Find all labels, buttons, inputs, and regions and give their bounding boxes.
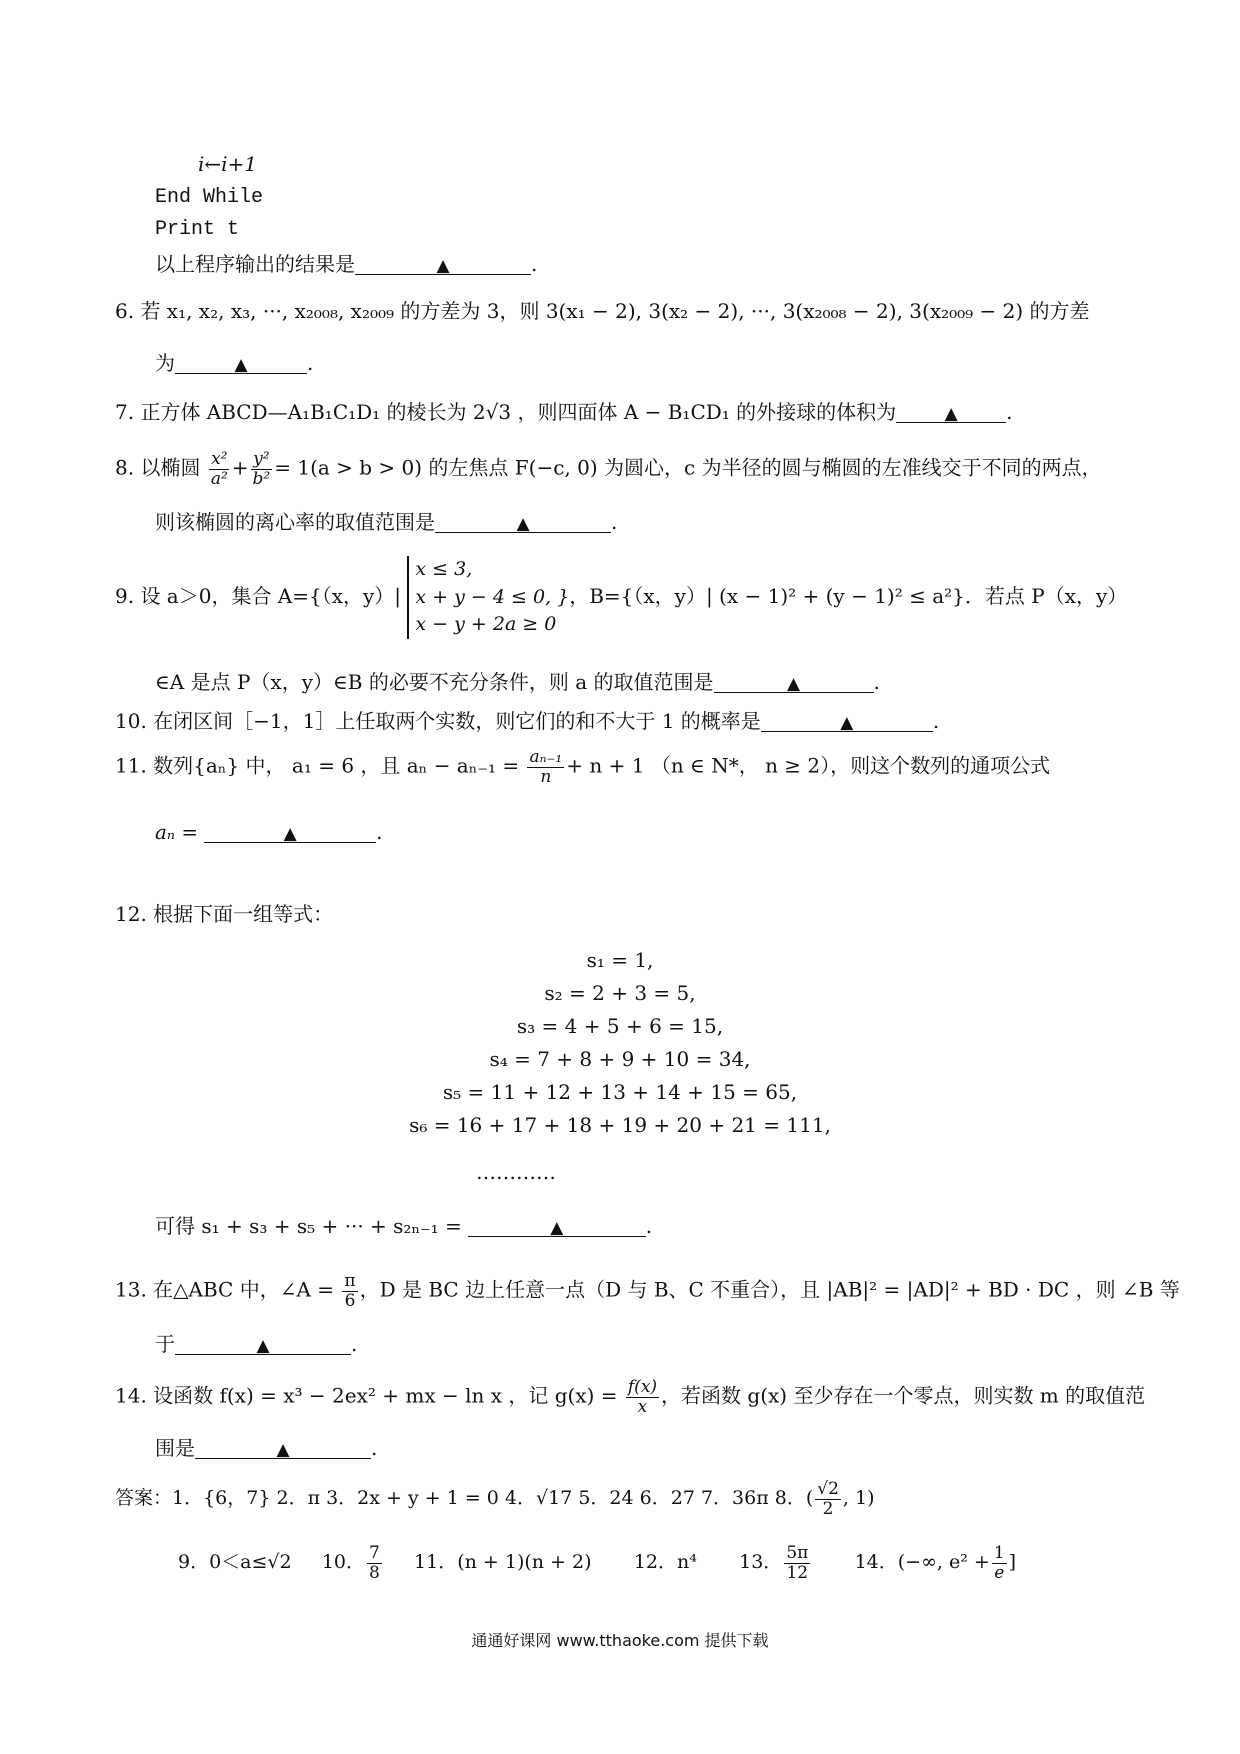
- question-12-cont: 可得 s₁ + s₃ + s₅ + ··· + s₂ₙ₋₁ = ▲ .: [155, 1214, 653, 1238]
- fraction: $\frac{\pi}{6}$: [344, 1271, 356, 1311]
- question-10: 10. 在闭区间［−1，1］上任取两个实数，则它们的和不大于 1 的概率是 ▲ .: [115, 709, 940, 733]
- answer-blank[interactable]: ▲: [175, 351, 307, 374]
- answer-blank[interactable]: ▲: [204, 820, 376, 843]
- question-14: 14. 设函数 f(x) = x³ − 2ex² + mx − ln x ，记 g(x) = $\frac{f(x)}{x}$ ，若函数 g(x) 至少存在一个零点，则实数 m 的取值范: [115, 1377, 1146, 1417]
- question-13-cont: 于 ▲ .: [155, 1332, 358, 1356]
- question-7: 7. 正方体 ABCD—A₁B₁C₁D₁ 的棱长为 2√3 ，则四面体 A − B₁CD₁ 的外接球的体积为 ▲ .: [115, 400, 1013, 424]
- fraction: $\frac{√2}{2}$: [817, 1479, 839, 1519]
- answer-blank[interactable]: ▲: [714, 670, 874, 693]
- question-8: 8. 以椭圆 $\frac{\text{x²}}{\text{a²}}$ + $\frac{\text{y²}}{\text{b²}}$ = 1(a > b > 0) 的左焦点 F(−c, 0) 为圆心，c 为半径的圆与椭圆的左准线交于不同的两点，: [115, 449, 1102, 489]
- program-output-question: 以上程序输出的结果是 ▲ .: [155, 252, 538, 276]
- answer-blank[interactable]: ▲: [761, 709, 933, 732]
- inequality-system: x ≤ 3, x + y − 4 ≤ 0, } x − y + 2a ≥ 0: [407, 556, 569, 639]
- fraction: $\frac{5\pi}{12}$: [786, 1543, 809, 1583]
- answer-blank[interactable]: ▲: [175, 1332, 351, 1355]
- fraction: $\frac{7}{8}$: [369, 1543, 380, 1583]
- page-footer: 通通好课网 www.tthaoke.com 提供下载: [471, 1631, 769, 1650]
- question-12: 12. 根据下面一组等式：: [115, 902, 334, 926]
- answers-line-2: 9．0＜a≤√2 10． $\frac{7}{8}$ 11．(n + 1)(n + 2) 12．n⁴ 13． $\frac{5\pi}{12}$ 14．(−∞, e² + $\frac{1}{e}$ ]: [178, 1543, 1017, 1583]
- equation-row: s₂ = 2 + 3 = 5,: [544, 981, 696, 1005]
- question-8-cont: 则该椭圆的离心率的取值范围是 ▲ .: [155, 510, 618, 534]
- question-6-cont: 为 ▲ .: [155, 351, 314, 375]
- fraction: $\frac{f(x)}{x}$: [627, 1377, 658, 1417]
- question-13: 13. 在△ABC 中，∠A = $\frac{\pi}{6}$ ，D 是 BC 边上任意一点（D 与 B、C 不重合），且 |AB|² = |AD|² + BD · DC ，则 ∠B 等: [115, 1271, 1180, 1311]
- question-6: 6. 若 x₁, x₂, x₃, ···, x₂₀₀₈, x₂₀₀₉ 的方差为 3，则 3(x₁ − 2), 3(x₂ − 2), ···, 3(x₂₀₀₈ − 2), 3(x₂₀₀₉ − 2) 的方差: [115, 299, 1090, 323]
- question-11: 11. 数列{aₙ} 中， a₁ = 6 ，且 aₙ − aₙ₋₁ = $\frac{\text{aₙ₋₁}}{n}$ + n + 1 （n ∈ N*， n ≥ 2），则这个数列的通项公式: [115, 747, 1051, 787]
- answer-blank[interactable]: ▲: [435, 510, 611, 533]
- fraction: $\frac{1}{e}$: [993, 1543, 1005, 1583]
- answer-blank[interactable]: ▲: [896, 400, 1006, 423]
- question-9-cont: ∈A 是点 P（x，y）∈B 的必要不充分条件，则 a 的取值范围是 ▲ .: [155, 670, 880, 694]
- answer-blank[interactable]: ▲: [355, 252, 531, 275]
- fraction: $\frac{\text{x²}}{\text{a²}}$: [210, 449, 228, 489]
- equation-row: s₃ = 4 + 5 + 6 = 15,: [516, 1014, 724, 1038]
- program-line-3: Print t: [155, 218, 240, 241]
- answers-line-1: 答案：1．{6，7} 2．π 3．2x + y + 1 = 0 4．√17 5．24 6．27 7．36π 8．( $\frac{√2}{2}$ , 1): [115, 1479, 875, 1519]
- answer-blank[interactable]: ▲: [195, 1436, 371, 1459]
- question-14-cont: 围是 ▲ .: [155, 1436, 378, 1460]
- fraction: $\frac{\text{y²}}{\text{b²}}$: [252, 449, 271, 489]
- fraction: $\frac{\text{aₙ₋₁}}{n}$: [529, 747, 563, 787]
- question-9: 9. 设 a＞0，集合 A={（x，y）| x ≤ 3, x + y − 4 ≤ 0, } x − y + 2a ≥ 0 ，B={（x，y）| (x − 1)² + (y − 1)² ≤ a²}．若点 P（x，y）: [115, 556, 1127, 639]
- equation-row: s₄ = 7 + 8 + 9 + 10 = 34,: [489, 1047, 751, 1071]
- program-line-2: End While: [155, 186, 264, 209]
- answer-blank[interactable]: ▲: [468, 1214, 646, 1237]
- question-11-cont: aₙ = ▲ .: [155, 820, 383, 844]
- program-line-1: i←i+1: [198, 152, 258, 176]
- equation-row: s₁ = 1,: [586, 948, 654, 972]
- equation-row: s₅ = 11 + 12 + 13 + 14 + 15 = 65,: [442, 1080, 798, 1104]
- equation-row: s₆ = 16 + 17 + 18 + 19 + 20 + 21 = 111,: [409, 1113, 831, 1137]
- ellipsis-row: …………: [476, 1160, 556, 1184]
